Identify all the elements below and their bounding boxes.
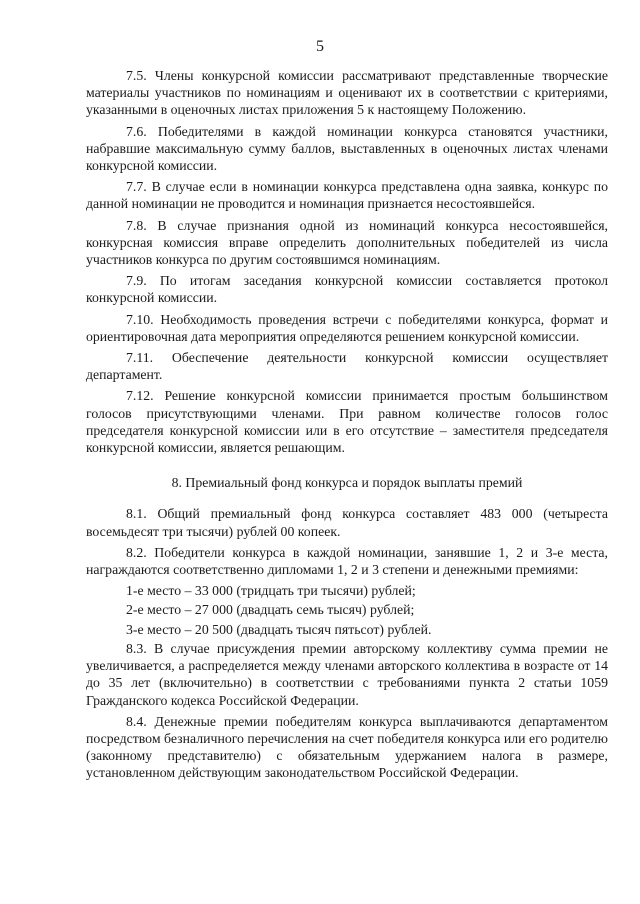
paragraph-7-11: 7.11. Обеспечение деятельности конкурсной комиссии осуществляет департамент. bbox=[86, 350, 608, 383]
paragraph-8-3: 8.3. В случае присуждения премии авторскому коллективу сумма премии не увеличивается, а распределяется между членами авторского коллектива в возрасте от 14 до 35 лет (включительно) в соответствии с требованиями пункта 2 статьи 1059 Гражданского кодекса Российской Федерации. bbox=[86, 640, 608, 708]
paragraph-8-1: 8.1. Общий премиальный фонд конкурса составляет 483 000 (четыреста восемьдесят три тысячи) рублей 00 копеек. bbox=[86, 506, 608, 539]
paragraph-7-5: 7.5. Члены конкурсной комиссии рассматривают представленные творческие материалы участников по номинациям и оценивают их в соответствии с критериями, указанными в оценочных листах приложения 5 к настоящему Положению. bbox=[86, 68, 608, 118]
section-8-heading: 8. Премиальный фонд конкурса и порядок выплаты премий bbox=[171, 475, 523, 491]
paragraph-7-8: 7.8. В случае признания одной из номинаций конкурса несостоявшейся, конкурсная комиссия вправе определить дополнительных победителей из числа участников конкурса по другим состоявшимся номинациям. bbox=[86, 217, 608, 268]
paragraph-8-4: 8.4. Денежные премии победителям конкурса выплачиваются департаментом посредством безналичного перечисления на счет победителя конкурса или его родителю (законному представителю) с обязательным удержанием налога в размере, установленном действующим законодательством Российской Федерации. bbox=[86, 713, 608, 781]
prize-third-place: 3-е место – 20 500 (двадцать тысяч пятьсот) рублей. bbox=[126, 621, 432, 637]
paragraph-7-12: 7.12. Решение конкурсной комиссии принимается простым большинством голосов присутствующими членами. При равном количестве голосов голос председателя конкурсной комиссии или в его отсутствие – заместителя председателя конкурсной комиссии, является решающим. bbox=[86, 388, 608, 456]
prize-first-place: 1-е место – 33 000 (тридцать три тысячи) рублей; bbox=[126, 583, 416, 599]
paragraph-7-9: 7.9. По итогам заседания конкурсной комиссии составляется протокол конкурсной комиссии. bbox=[86, 273, 608, 306]
page-number: 5 bbox=[316, 38, 324, 55]
prize-second-place: 2-е место – 27 000 (двадцать семь тысяч) рублей; bbox=[126, 602, 415, 618]
paragraph-8-2: 8.2. Победители конкурса в каждой номинации, занявшие 1, 2 и 3-е места, награждаются соответственно дипломами 1, 2 и 3 степени и денежными премиями: bbox=[86, 544, 608, 578]
paragraph-7-7: 7.7. В случае если в номинации конкурса представлена одна заявка, конкурс по данной номинации не проводится и номинация признается несостоявшейся. bbox=[86, 179, 608, 212]
paragraph-7-10: 7.10. Необходимость проведения встречи с победителями конкурса, формат и ориентировочная дата мероприятия определяются решением конкурсной комиссии. bbox=[86, 311, 608, 344]
paragraph-7-6: 7.6. Победителями в каждой номинации конкурса становятся участники, набравшие максимальную сумму баллов, выставленных в оценочных листах членами конкурсной комиссии. bbox=[86, 123, 608, 174]
document-body bbox=[86, 67, 608, 786]
